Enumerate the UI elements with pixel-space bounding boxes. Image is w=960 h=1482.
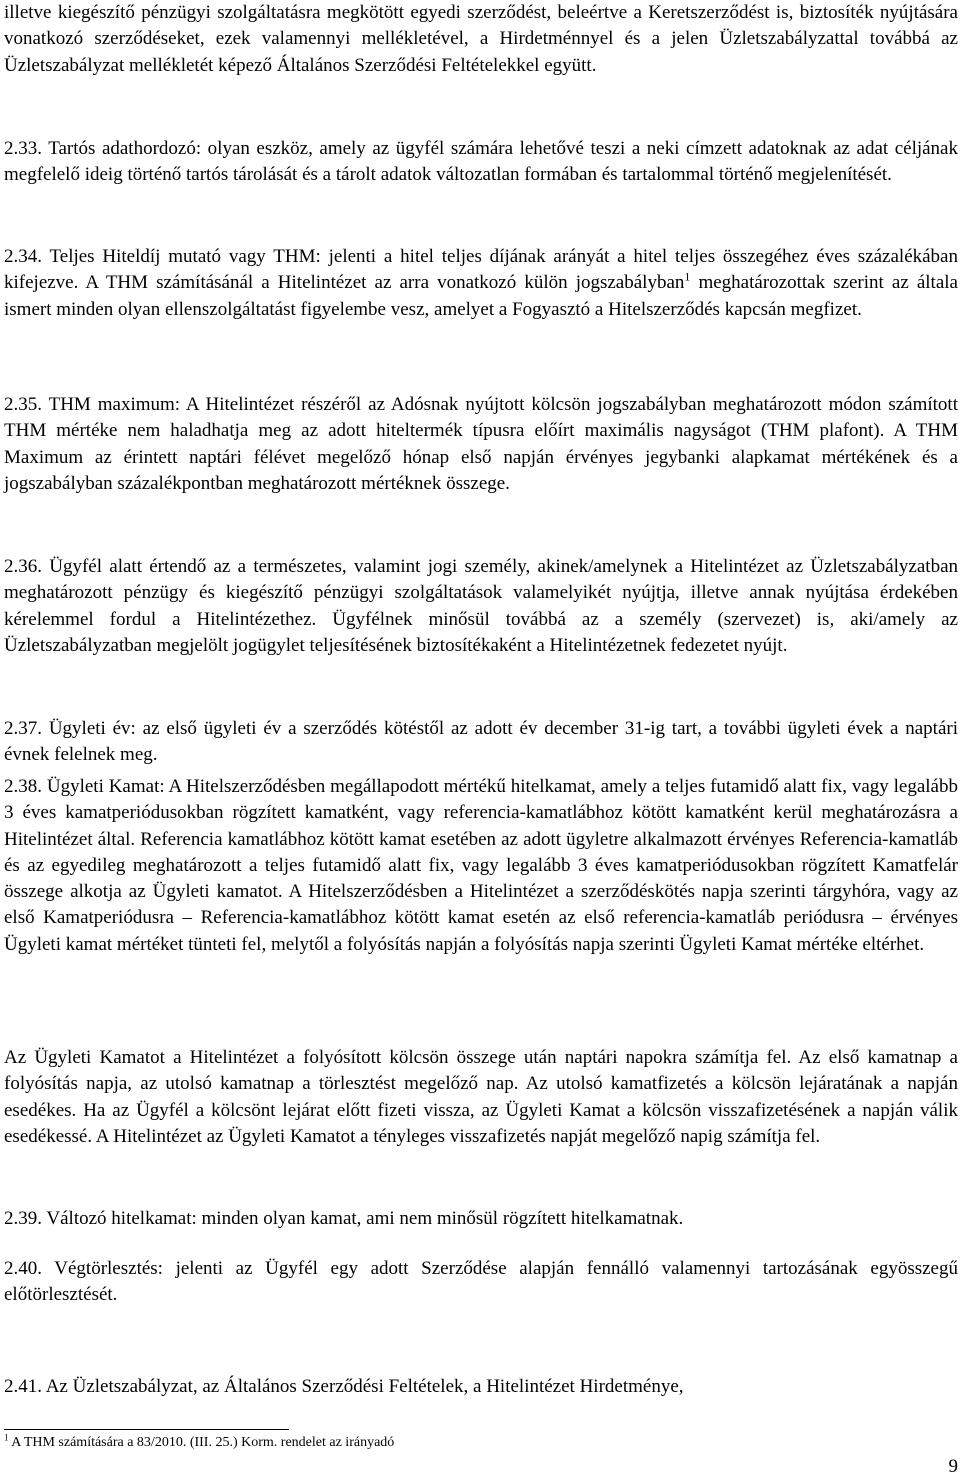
paragraph-2-33: 2.33. Tartós adathordozó: olyan eszköz, amely az ügyfél számára lehetővé teszi a neki címzett adatoknak az adat céljának megfelelő ideig történő tartós tárolását és a tárolt adatok változatlan formában és tartalommal történő megjelenítését. — [4, 138, 958, 186]
footnote-text: A THM számítására a 83/2010. (III. 25.) Korm. rendelet az irányadó — [8, 1435, 395, 1450]
footnote-separator — [4, 1429, 289, 1430]
paragraph-2-38-continuation: Az Ügyleti Kamatot a Hitelintézet a folyósított kölcsön összege után naptári napokra számítja fel. Az első kamatnap a folyósítás napja, az utolsó kamatnap a törlesztést megelőző nap. Az utolsó kamatfizetés a kölcsön lejáratának a napján esedékes. Ha az Ügyfél a kölcsönt lejárat előtt fizeti vissza, az Ügyleti Kamat a kölcsön visszafizetésének a napján válik esedékessé. A Hitelintézet az Ügyleti Kamatot a tényleges visszafizetés napját megelőző napig számítja fel. — [4, 1047, 958, 1147]
paragraph-2-37: 2.37. Ügyleti év: az első ügyleti év a szerződés kötéstől az adott év december 31-ig tart, a további ügyleti évek a naptári évnek felelnek meg. — [4, 718, 958, 766]
paragraph-continuation: illetve kiegészítő pénzügyi szolgáltatásra megkötött egyedi szerződést, beleértve a Keretszerződést is, biztosíték nyújtására vonatkozó szerződéseket, ezek valamennyi mellékletével, a Hirdetménnyel és a jelen Üzletszabályzattal továbbá az Üzletszabályzat mellékletét képező Általános Szerződési Feltételekkel együtt. — [4, 2, 958, 76]
paragraph-2-41: 2.41. Az Üzletszabályzat, az Általános Szerződési Feltételek, a Hitelintézet Hirdetménye, — [4, 1376, 684, 1397]
page-number: 9 — [948, 1456, 958, 1477]
footnote-reference: 1 — [684, 269, 691, 284]
paragraph-2-36: 2.36. Ügyfél alatt értendő az a természetes, valamint jogi személy, akinek/amelynek a Hitelintézet az Üzletszabályzatban meghatározott pénzügy és kiegészítő pénzügyi szolgáltatások valamelyikét nyújtja, illetve annak nyújtása érdekében kérelemmel fordul a Hitelintézethez. Ügyfélnek minősül továbbá az a személy (szervezet) is, aki/amely az Üzletszabályzatban megjelölt jogügylet teljesítésének biztosítékaként a Hitelintézetnek fedezetet nyújt. — [4, 556, 958, 656]
paragraph-2-39: 2.39. Változó hitelkamat: minden olyan kamat, ami nem minősül rögzített hitelkamatnak. — [4, 1208, 684, 1229]
paragraph-2-34 — [4, 244, 958, 323]
paragraph-2-35: 2.35. THM maximum: A Hitelintézet részéről az Adósnak nyújtott kölcsön jogszabályban meghatározott módon számított THM mértéke nem haladhatja meg az adott hiteltermék típusra előírt maximális nagyságot (THM plafont). A THM Maximum az érintett naptári félévet megelőző hónap első napján érvényes jegybanki alapkamat mértékének és a jogszabályban százalékpontban meghatározott mértéknek összege. — [4, 394, 958, 494]
paragraph-2-38: 2.38. Ügyleti Kamat: A Hitelszerződésben megállapodott mértékű hitelkamat, amely a teljes futamidő alatt fix, vagy legalább 3 éves kamatperiódusokban rögzített kamatként, vagy referencia-kamatlábhoz kötött kamatként kerül meghatározásra a Hitelintézet által. Referencia kamatlábhoz kötött kamat esetében az adott ügyletre alkalmazott érvényes Referencia-kamatláb és az egyedileg meghatározott a teljes futamidő alatt fix, vagy legalább 3 éves kamatperiódusokban rögzített Kamatfelár összege alkotja az Ügyleti kamatot. A Hitelszerződésben a Hitelintézet a szerződéskötés napja szerinti tárgyhóra, vagy az első Kamatperiódusra – Referencia-kamatlábhoz kötött kamat esetén az első referencia-kamatláb periódusra – érvényes Ügyleti kamat mértéket tünteti fel, melytől a folyósítás napján a folyósítás napja szerinti Ügyleti Kamat mértéke eltérhet. — [4, 776, 958, 955]
paragraph-2-40: 2.40. Végtörlesztés: jelenti az Ügyfél egy adott Szerződése alapján fennálló valamennyi tartozásának egyösszegű előtörlesztését. — [4, 1258, 958, 1306]
footnote-marker: 1 — [4, 1432, 9, 1443]
footnote — [4, 1434, 394, 1452]
paragraph-2-34-text-b: meghatározottak szerint az általa ismert minden olyan ellenszolgáltatást figyelembe vesz, amelyet a Fogyasztó a Hitelszerződés kapcsán megfizet. — [4, 272, 958, 320]
paragraph-2-34-text-a: 2.34. Teljes Hiteldíj mutató vagy THM: jelenti a hitel teljes díjának arányát a hitel teljes összegéhez éves százalékában kifejezve. A THM számításánál a Hitelintézet az arra vonatkozó külön jogszabályban — [4, 246, 958, 294]
